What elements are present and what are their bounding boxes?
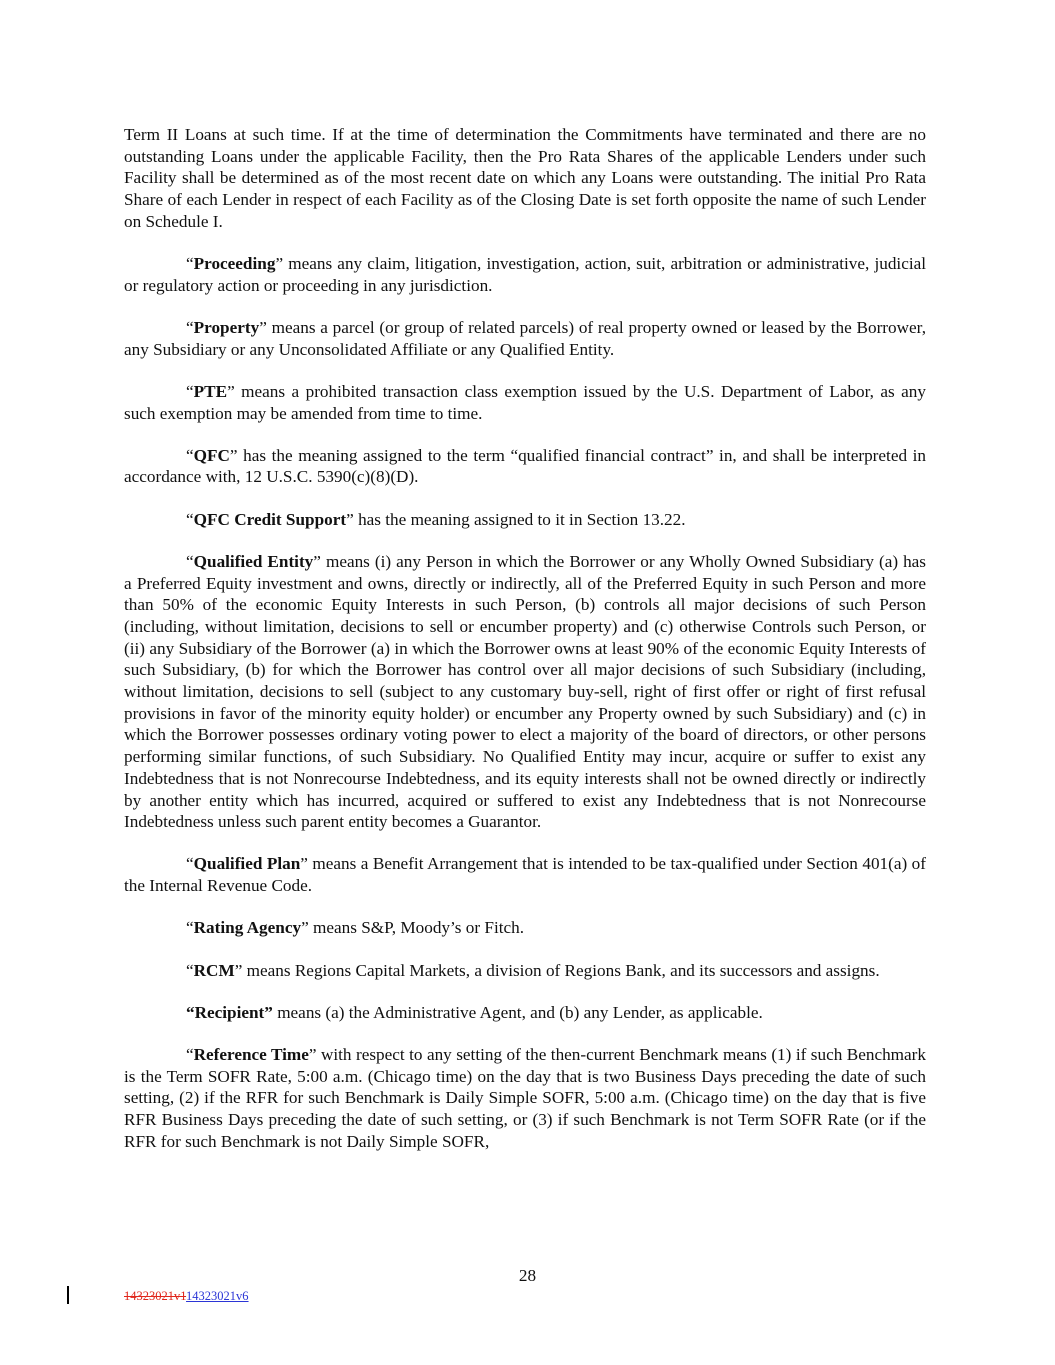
page-number: 28 [518,1266,537,1285]
defined-term: Proceeding [193,254,276,274]
close-quote: ” [346,509,354,529]
paragraph-text: means any claim, litigation, investigation, action, suit, arbitration or administrative, judicial or regulatory action or proceeding in any jurisdiction. [124,254,926,295]
paragraph-text: means a prohibited transaction class exemption issued by the U.S. Department of Labor, as any such exemption may be amended from time to time. [124,381,926,423]
definition-paragraph [124,853,926,896]
open-quote: “ [186,509,194,529]
change-bar [67,1286,69,1304]
paragraph-text: means a Benefit Arrangement that is intended to be tax-qualified under Section 401(a) of the Internal Revenue Code. [124,854,927,896]
close-quote: ” [259,317,267,337]
defined-term: QFC [193,445,230,465]
defined-term: PTE [193,381,228,401]
defined-term: Qualified Plan [193,854,301,874]
definition-paragraph [124,960,926,982]
defined-term: Qualified Entity [193,551,314,571]
defined-term: Property [193,317,260,337]
paragraph-text: means (i) any Person in which the Borrower or any Wholly Owned Subsidiary (a) has a Preferred Equity investment and owns, directly or indirectly, all of the Preferred Equity in such Person and more than 50% of the economic Equity Interests in such Person, (b) controls all major decisions of such Person (including, without limitation, decisions to sell or encumber property) and (c) otherwise Controls such Person, or (ii) any Subsidiary of the Borrower (a) in which the Borrower owns at least 90% of the economic Equity Interests of such Subsidiary, (b) for which the Borrower has control over all major decisions of such Subsidiary (including, without limitation, decisions to sell (subject to any customary buy-sell, right of first offer or right of first refusal provisions in favor of the minority equity holder) or encumber any Property owned by such Subsidiary) and (c) in which the Borrower possesses ordinary voting power to elect a majority of the board of directors, or other persons performing similar functions, of such Subsidiary. No Qualified Entity may incur, acquire or suffer to exist any Indebtedness that is not Nonrecourse Indebtedness, and its equity interests shall not be owned directly or indirectly by another entity which has incurred, acquired or suffered to exist any Indebtedness that is not Nonrecourse Indebtedness unless such parent entity becomes a Guarantor. [124,551,926,832]
paragraph-text: Term II Loans at such time. If at the time of determination the Commitments have terminated and there are no outstanding Loans under the applicable Facility, then the Pro Rata Shares of the applicable Lenders under such Facility shall be determined as of the most recent date on which any Loans were outstanding. The initial Pro Rata Share of each Lender in respect of each Facility as of the Closing Date is set forth opposite the name of such Lender on Schedule I. [124,125,926,231]
paragraph-text: has the meaning assigned to it in Section 13.22. [353,509,686,529]
open-quote: “ [186,1045,194,1064]
paragraph-text: with respect to any setting of the then-current Benchmark means (1) if such Benchmark is the Term SOFR Rate, 5:00 a.m. (Chicago time) on the day that is two Business Days preceding the date of such setting, (2) if the RFR for such Benchmark is Daily Simple SOFR, 5:00 a.m. (Chicago time) on the day that is five RFR Business Days preceding the date of such setting, or (3) if such Benchmark is not Term SOFR Rate (or if the RFR for such Benchmark is not Daily Simple SOFR, [124,1045,926,1151]
paragraph-text: means (a) the Administrative Agent, and (b) any Lender, as applicable. [272,1002,763,1022]
document-id [124,1289,249,1304]
open-quote: “ [186,551,194,571]
definition-paragraph [124,317,926,360]
open-quote: “ [186,918,194,938]
definition-paragraph [124,509,926,531]
close-quote: ” [308,1045,317,1064]
open-quote: “ [186,317,194,337]
open-quote: “ [186,381,194,401]
close-quote: ” [275,254,284,274]
close-quote: ” [229,445,238,465]
definition-paragraph [124,917,926,939]
definition-paragraph [124,551,926,833]
close-quote: ” [300,854,308,874]
paragraph-text: means S&P, Moody’s or Fitch. [308,918,525,938]
definition-paragraph [124,1044,926,1153]
document-id-deleted: 14323021v1 [124,1289,187,1303]
document-body [124,124,926,1173]
defined-term: Reference Time [193,1045,309,1064]
continuation-paragraph [124,124,926,233]
definition-paragraph [124,253,926,296]
open-quote: “ [186,960,194,980]
close-quote: ” [301,918,309,938]
defined-term: QFC Credit Support [193,509,347,529]
paragraph-text: has the meaning assigned to the term “qualified financial contract” in, and shall be interpreted in accordance with, 12 U.S.C. 5390(c)(8)(D). [124,445,926,487]
definition-paragraph [124,445,926,488]
open-quote: “ [186,445,194,465]
definition-paragraph [124,381,926,424]
defined-term: RCM [193,960,235,980]
close-quote: ” [234,960,243,980]
defined-term: Rating Agency [193,918,302,938]
close-quote: ” [227,381,235,401]
close-quote: ” [313,551,321,571]
defined-term: “Recipient” [186,1002,273,1022]
paragraph-text: means a parcel (or group of related parcels) of real property owned or leased by the Borrower, any Subsidiary or any Unconsolidated Affiliate or any Qualified Entity. [124,317,926,359]
open-quote: “ [186,254,194,274]
paragraph-text: means Regions Capital Markets, a division of Regions Bank, and its successors and assigns. [242,960,880,980]
open-quote: “ [186,854,194,874]
document-id-inserted: 14323021v6 [186,1289,249,1303]
definition-paragraph [124,1002,926,1024]
